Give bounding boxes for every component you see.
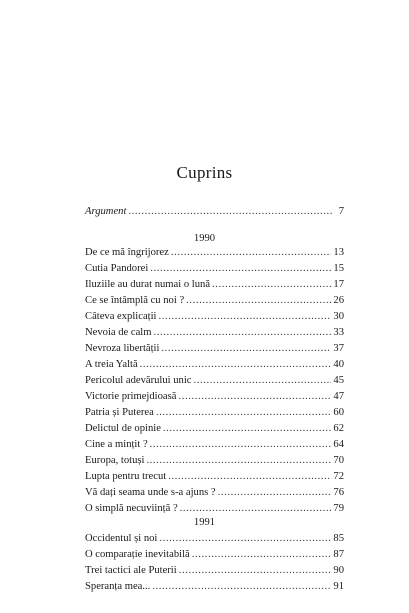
dot-leader (128, 204, 332, 220)
toc-entry-label: O comparație inevitabilă (85, 549, 190, 560)
toc-entry-label: Lupta pentru trecut (85, 471, 167, 482)
toc-entry-page: 87 (333, 549, 344, 560)
toc-entry-label: Cine a mințit ? (85, 439, 148, 450)
toc-entry-label: Iluziile au durat numai o lună (85, 279, 211, 290)
toc-entry-label: Occidentul și noi (85, 533, 158, 544)
toc-entry-page: 79 (333, 503, 344, 514)
toc-entry-page: 76 (333, 487, 344, 498)
dot-leader (179, 563, 332, 579)
dot-leader (178, 389, 331, 405)
toc-entry-page: 45 (333, 375, 344, 386)
toc-entry-label: Vă dați seama unde s-a ajuns ? (85, 487, 216, 498)
dot-leader (150, 261, 331, 277)
toc-row (85, 341, 344, 357)
dot-leader (156, 405, 332, 421)
dot-leader (161, 341, 331, 357)
toc-entry-label: Nevoia de calm (85, 327, 152, 338)
toc-entry-label: Nevroza libertății (85, 343, 160, 354)
toc-row (85, 309, 344, 325)
toc-entry-label: Speranța mea... (85, 581, 151, 592)
toc-row (85, 453, 344, 469)
dot-leader (168, 469, 331, 485)
toc-entry-label: Ce se întâmplă cu noi ? (85, 295, 185, 306)
toc-row (85, 277, 344, 293)
argument-entry (85, 204, 344, 220)
toc-entry-page: 40 (333, 359, 344, 370)
dot-leader (218, 485, 332, 501)
toc-entry-page: 60 (333, 407, 344, 418)
toc-entry-page: 26 (333, 295, 344, 306)
page-title: Cuprins (176, 163, 233, 182)
toc-row (85, 204, 344, 220)
toc-entry-label: Europa, totuși (85, 455, 145, 466)
dot-leader (153, 325, 331, 341)
dot-leader (146, 453, 331, 469)
toc-row (85, 501, 344, 517)
toc-row (85, 245, 344, 261)
dot-leader (212, 277, 331, 293)
toc-entry-label: Patria și Puterea (85, 407, 154, 418)
dot-leader (150, 437, 332, 453)
toc-row (85, 563, 344, 579)
toc-row (85, 389, 344, 405)
toc-row (85, 373, 344, 389)
section-year-1991: 1991 (193, 517, 216, 528)
toc-entry-label: Trei tactici ale Puterii (85, 565, 177, 576)
dot-leader (152, 579, 331, 595)
dot-leader (159, 531, 331, 547)
toc-entry-page: 64 (333, 439, 344, 450)
toc-entry-label: Pericolul adevărului unic (85, 375, 192, 386)
toc-entry-page: 7 (338, 206, 344, 217)
toc-entry-label: O simplă necuviință ? (85, 503, 178, 514)
toc-entry-page: 33 (333, 327, 344, 338)
toc-row (85, 469, 344, 485)
toc-section-1991 (85, 531, 344, 595)
toc-row (85, 405, 344, 421)
toc-row (85, 357, 344, 373)
toc-entry-label: De ce mă îngrijorez (85, 247, 169, 258)
toc-row (85, 293, 344, 309)
toc-entry-page: 15 (333, 263, 344, 274)
toc-entry-page: 13 (333, 247, 344, 258)
toc-entry-page: 72 (333, 471, 344, 482)
dot-leader (158, 309, 331, 325)
toc-entry-label: Câteva explicații (85, 311, 157, 322)
toc-entry-page: 90 (333, 565, 344, 576)
toc-entry-label: Delictul de opinie (85, 423, 161, 434)
toc-row (85, 531, 344, 547)
toc-row (85, 325, 344, 341)
toc-entry-label: A treia Yaltă (85, 359, 138, 370)
dot-leader (180, 501, 332, 517)
dot-leader (186, 293, 331, 309)
toc-entry-label: Victorie primejdioasă (85, 391, 177, 402)
toc-entry-page: 70 (333, 455, 344, 466)
toc-entry-page: 62 (333, 423, 344, 434)
toc-entry-label: Cutia Pandorei (85, 263, 149, 274)
toc-row (85, 261, 344, 277)
toc-section-1990 (85, 245, 344, 517)
toc-entry-page: 17 (333, 279, 344, 290)
dot-leader (140, 357, 332, 373)
toc-row (85, 547, 344, 563)
toc-entry-page: 85 (333, 533, 344, 544)
toc-entry-label: Argument (85, 206, 127, 217)
dot-leader (163, 421, 332, 437)
toc-entry-page: 47 (333, 391, 344, 402)
toc-entry-page: 91 (333, 581, 344, 592)
toc-row (85, 421, 344, 437)
dot-leader (192, 547, 332, 563)
dot-leader (194, 373, 332, 389)
dot-leader (171, 245, 332, 261)
toc-entry-page: 37 (333, 343, 344, 354)
toc-row (85, 579, 344, 595)
section-year-1990: 1990 (193, 233, 216, 244)
toc-entry-page: 30 (333, 311, 344, 322)
toc-row (85, 485, 344, 501)
toc-row (85, 437, 344, 453)
